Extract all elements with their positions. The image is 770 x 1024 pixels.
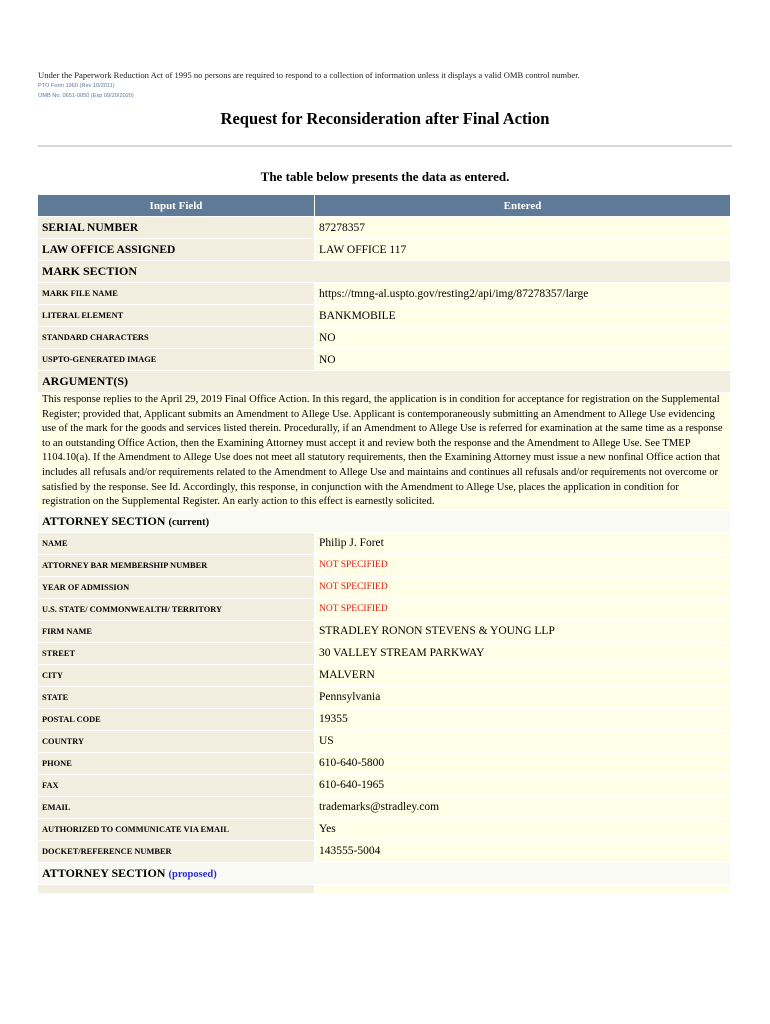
- section-row: [38, 371, 730, 392]
- uspto-generated-image-value: NO: [315, 349, 730, 370]
- argument-text: This response replies to the April 29, 2019 Final Office Action. In this regard, the application is in condition for acceptance for registration on the Supplemental Register; provided that, Applicant submits an Amendment to Allege Use. Applicant is contemporaneously submitting an Amendment to Allege Use evidencing use of the mark for the goods and services listed therein. Procedurally, if an Amendment to Allege Use is referred for examination at the same time as a response to an outstanding Office Action, then the Examining Attorney must accept it and review both the response and the Amendment to Allege Use. See TMEP 1104.10(a). If the Amendment to Allege Use does not meet all statutory requirements, then the Examining Attorney must issue a new nonfinal Office action that includes all refusals and/or requirements related to the Amendment to Allege Use and maintains and continues all refusals and/or requirements not overcome or satisfied by the response. See Id. Accordingly, this response, in conjunction with the Amendment to Allege Use, places the application in condition for registration on the Supplemental Register. An early action to this effect is earnestly solicited.: [38, 393, 730, 510]
- law-office-value: LAW OFFICE 117: [315, 239, 730, 260]
- table-row: [38, 885, 730, 893]
- attorney-field-value: MALVERN: [315, 665, 730, 686]
- attorney-field-label: AUTHORIZED TO COMMUNICATE VIA EMAIL: [38, 819, 314, 840]
- attorney-proposed-section-heading: [38, 863, 730, 884]
- attorney-field-value: US: [315, 731, 730, 752]
- attorney-field-label: STREET: [38, 643, 314, 664]
- literal-element-value: BANKMOBILE: [315, 305, 730, 326]
- serial-number-label: SERIAL NUMBER: [38, 217, 314, 238]
- attorney-field-value: Pennsylvania: [315, 687, 730, 708]
- table-row: [38, 555, 730, 576]
- table-row: [38, 841, 730, 862]
- attorney-field-value: Yes: [315, 819, 730, 840]
- attorney-field-label: EMAIL: [38, 797, 314, 818]
- table-intro: The table below presents the data as entered.: [260, 169, 510, 184]
- attorney-field-label: CITY: [38, 665, 314, 686]
- table-row: [38, 665, 730, 686]
- table-row: [38, 797, 730, 818]
- arguments-section-heading: ARGUMENT(S): [38, 371, 730, 392]
- table-row: [38, 709, 730, 730]
- table-row: [38, 643, 730, 664]
- paperwork-notice: Under the Paperwork Reduction Act of 1995 no persons are required to respond to a collection of information unless it displays a valid OMB control number.: [38, 70, 580, 80]
- attorney-current-section-title: ATTORNEY SECTION: [42, 513, 166, 528]
- title-divider: [38, 145, 732, 147]
- section-row: [38, 511, 730, 532]
- table-row: [38, 577, 730, 598]
- attorney-field-value: 143555-5004: [315, 841, 730, 862]
- attorney-field-value: 19355: [315, 709, 730, 730]
- mark-file-name-value: https://tmng-al.uspto.gov/resting2/api/img/87278357/large: [315, 283, 730, 304]
- attorney-field-value: 610-640-1965: [315, 775, 730, 796]
- attorney-field-value: NOT SPECIFIED: [315, 599, 730, 620]
- table-row: [38, 393, 730, 510]
- table-row: [38, 305, 730, 326]
- attorney-field-value: NOT SPECIFIED: [315, 577, 730, 598]
- data-table: [37, 194, 731, 894]
- attorney-proposed-section-title: ATTORNEY SECTION: [42, 865, 166, 880]
- attorney-current-section-heading: [38, 511, 730, 532]
- literal-element-label: LITERAL ELEMENT: [38, 305, 314, 326]
- document-page: [38, 70, 732, 894]
- attorney-field-label: FAX: [38, 775, 314, 796]
- partial-row-label: [38, 885, 314, 893]
- table-header-row: [38, 195, 730, 216]
- attorney-field-label: DOCKET/REFERENCE NUMBER: [38, 841, 314, 862]
- attorney-field-value: 30 VALLEY STREAM PARKWAY: [315, 643, 730, 664]
- table-row: [38, 327, 730, 348]
- table-row: [38, 731, 730, 752]
- attorney-field-value: trademarks@stradley.com: [315, 797, 730, 818]
- standard-characters-label: STANDARD CHARACTERS: [38, 327, 314, 348]
- attorney-field-value: 610-640-5800: [315, 753, 730, 774]
- partial-row-value: [315, 885, 730, 893]
- page-title: Request for Reconsideration after Final Action: [220, 109, 550, 128]
- section-row: [38, 863, 730, 884]
- table-row: [38, 599, 730, 620]
- table-row: [38, 349, 730, 370]
- mark-file-name-label: MARK FILE NAME: [38, 283, 314, 304]
- col-header-entered: Entered: [315, 195, 730, 216]
- attorney-field-label: NAME: [38, 533, 314, 554]
- attorney-field-value: NOT SPECIFIED: [315, 555, 730, 576]
- law-office-label: LAW OFFICE ASSIGNED: [38, 239, 314, 260]
- table-row: [38, 687, 730, 708]
- uspto-generated-image-label: USPTO-GENERATED IMAGE: [38, 349, 314, 370]
- attorney-field-label: STATE: [38, 687, 314, 708]
- attorney-current-tag: (current): [168, 516, 210, 528]
- table-row: [38, 217, 730, 238]
- omb-number: OMB No. 0651-0050 (Exp 09/20/2020): [38, 93, 134, 99]
- attorney-field-label: COUNTRY: [38, 731, 314, 752]
- mark-section-heading: MARK SECTION: [38, 261, 730, 282]
- table-row: [38, 753, 730, 774]
- attorney-field-label: POSTAL CODE: [38, 709, 314, 730]
- attorney-field-label: ATTORNEY BAR MEMBERSHIP NUMBER: [38, 555, 314, 576]
- table-row: [38, 819, 730, 840]
- attorney-field-value: Philip J. Foret: [315, 533, 730, 554]
- table-row: [38, 775, 730, 796]
- attorney-field-label: U.S. STATE/ COMMONWEALTH/ TERRITORY: [38, 599, 314, 620]
- standard-characters-value: NO: [315, 327, 730, 348]
- table-row: [38, 621, 730, 642]
- col-header-input: Input Field: [38, 195, 314, 216]
- attorney-rows: [38, 533, 730, 862]
- table-row: [38, 283, 730, 304]
- table-row: [38, 533, 730, 554]
- form-number: PTO Form 1960 (Rev 10/2011): [38, 83, 115, 89]
- table-row: [38, 239, 730, 260]
- attorney-field-label: FIRM NAME: [38, 621, 314, 642]
- attorney-field-label: YEAR OF ADMISSION: [38, 577, 314, 598]
- attorney-field-label: PHONE: [38, 753, 314, 774]
- serial-number-value: 87278357: [315, 217, 730, 238]
- attorney-proposed-tag: (proposed): [168, 868, 217, 880]
- attorney-field-value: STRADLEY RONON STEVENS & YOUNG LLP: [315, 621, 730, 642]
- section-row: [38, 261, 730, 282]
